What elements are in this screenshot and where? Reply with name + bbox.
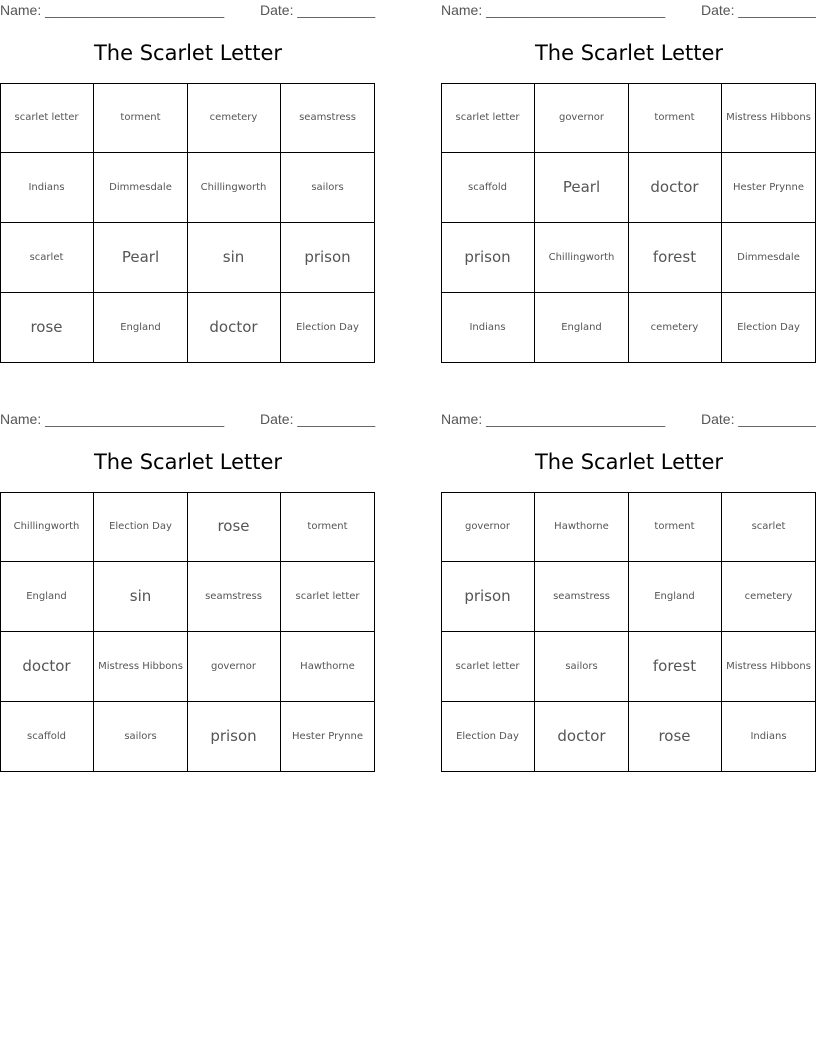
- card-title: The Scarlet Letter: [93, 450, 283, 474]
- grid-cell: rose: [187, 492, 281, 562]
- grid-cell: seamstress: [281, 83, 375, 153]
- grid-cell: scarlet letter: [441, 632, 535, 702]
- card-title: The Scarlet Letter: [93, 41, 283, 65]
- card-title: The Scarlet Letter: [534, 41, 724, 65]
- date-field: Date: __________: [701, 2, 816, 18]
- grid-cell: Dimmesdale: [94, 153, 188, 223]
- grid-cell: scaffold: [441, 153, 535, 223]
- grid-cell: Hester Prynne: [722, 153, 816, 223]
- grid-cell: Mistress Hibbons: [722, 83, 816, 153]
- grid-cell: torment: [94, 83, 188, 153]
- grid-cell: scarlet letter: [441, 83, 535, 153]
- bingo-grid: [0, 83, 374, 363]
- grid-cell: Indians: [722, 702, 816, 772]
- grid-cell: Hester Prynne: [281, 702, 375, 772]
- bingo-card-2: [441, 0, 816, 372]
- date-field: Date: __________: [260, 2, 376, 18]
- grid-cell: sin: [94, 562, 188, 632]
- grid-cell: Mistress Hibbons: [94, 632, 188, 702]
- name-field: Name: _______________________: [0, 2, 225, 18]
- grid-cell: prison: [281, 223, 375, 293]
- bingo-grid: [441, 83, 815, 363]
- grid-cell: Pearl: [94, 223, 188, 293]
- grid-cell: governor: [441, 492, 535, 562]
- grid-cell: governor: [535, 83, 629, 153]
- grid-cell: Hawthorne: [281, 632, 375, 702]
- grid-cell: prison: [187, 702, 281, 772]
- grid-cell: doctor: [187, 293, 281, 363]
- grid-cell: Hawthorne: [535, 492, 629, 562]
- grid-cell: sailors: [281, 153, 375, 223]
- grid-cell: Pearl: [535, 153, 629, 223]
- grid-cell: prison: [441, 562, 535, 632]
- grid-cell: scaffold: [0, 702, 94, 772]
- grid-cell: sailors: [94, 702, 188, 772]
- bingo-card-4: [441, 409, 816, 781]
- grid-cell: England: [628, 562, 722, 632]
- grid-cell: Chillingworth: [0, 492, 94, 562]
- grid-cell: Mistress Hibbons: [722, 632, 816, 702]
- grid-cell: sailors: [535, 632, 629, 702]
- grid-cell: scarlet letter: [0, 83, 94, 153]
- grid-cell: forest: [628, 223, 722, 293]
- grid-cell: rose: [0, 293, 94, 363]
- date-field: Date: __________: [701, 411, 816, 427]
- name-field: Name: _______________________: [441, 411, 666, 427]
- grid-cell: England: [0, 562, 94, 632]
- bingo-grid: [441, 492, 815, 772]
- grid-cell: seamstress: [535, 562, 629, 632]
- grid-cell: scarlet: [0, 223, 94, 293]
- name-field: Name: _______________________: [441, 2, 666, 18]
- grid-cell: scarlet letter: [281, 562, 375, 632]
- grid-cell: Chillingworth: [187, 153, 281, 223]
- grid-cell: prison: [441, 223, 535, 293]
- bingo-grid: [0, 492, 374, 772]
- grid-cell: Indians: [441, 293, 535, 363]
- bingo-card-1: [0, 0, 376, 372]
- grid-cell: Election Day: [94, 492, 188, 562]
- date-field: Date: __________: [260, 411, 376, 427]
- grid-cell: doctor: [0, 632, 94, 702]
- bingo-card-3: [0, 409, 376, 781]
- grid-cell: doctor: [628, 153, 722, 223]
- grid-cell: Chillingworth: [535, 223, 629, 293]
- grid-cell: Election Day: [441, 702, 535, 772]
- grid-cell: forest: [628, 632, 722, 702]
- grid-cell: sin: [187, 223, 281, 293]
- grid-cell: doctor: [535, 702, 629, 772]
- grid-cell: governor: [187, 632, 281, 702]
- card-title: The Scarlet Letter: [534, 450, 724, 474]
- grid-cell: rose: [628, 702, 722, 772]
- grid-cell: Election Day: [281, 293, 375, 363]
- grid-cell: torment: [628, 83, 722, 153]
- grid-cell: Indians: [0, 153, 94, 223]
- grid-cell: scarlet: [722, 492, 816, 562]
- grid-cell: England: [535, 293, 629, 363]
- grid-cell: cemetery: [628, 293, 722, 363]
- grid-cell: torment: [281, 492, 375, 562]
- grid-cell: Dimmesdale: [722, 223, 816, 293]
- name-field: Name: _______________________: [0, 411, 225, 427]
- grid-cell: torment: [628, 492, 722, 562]
- grid-cell: seamstress: [187, 562, 281, 632]
- grid-cell: Election Day: [722, 293, 816, 363]
- grid-cell: cemetery: [187, 83, 281, 153]
- grid-cell: cemetery: [722, 562, 816, 632]
- grid-cell: England: [94, 293, 188, 363]
